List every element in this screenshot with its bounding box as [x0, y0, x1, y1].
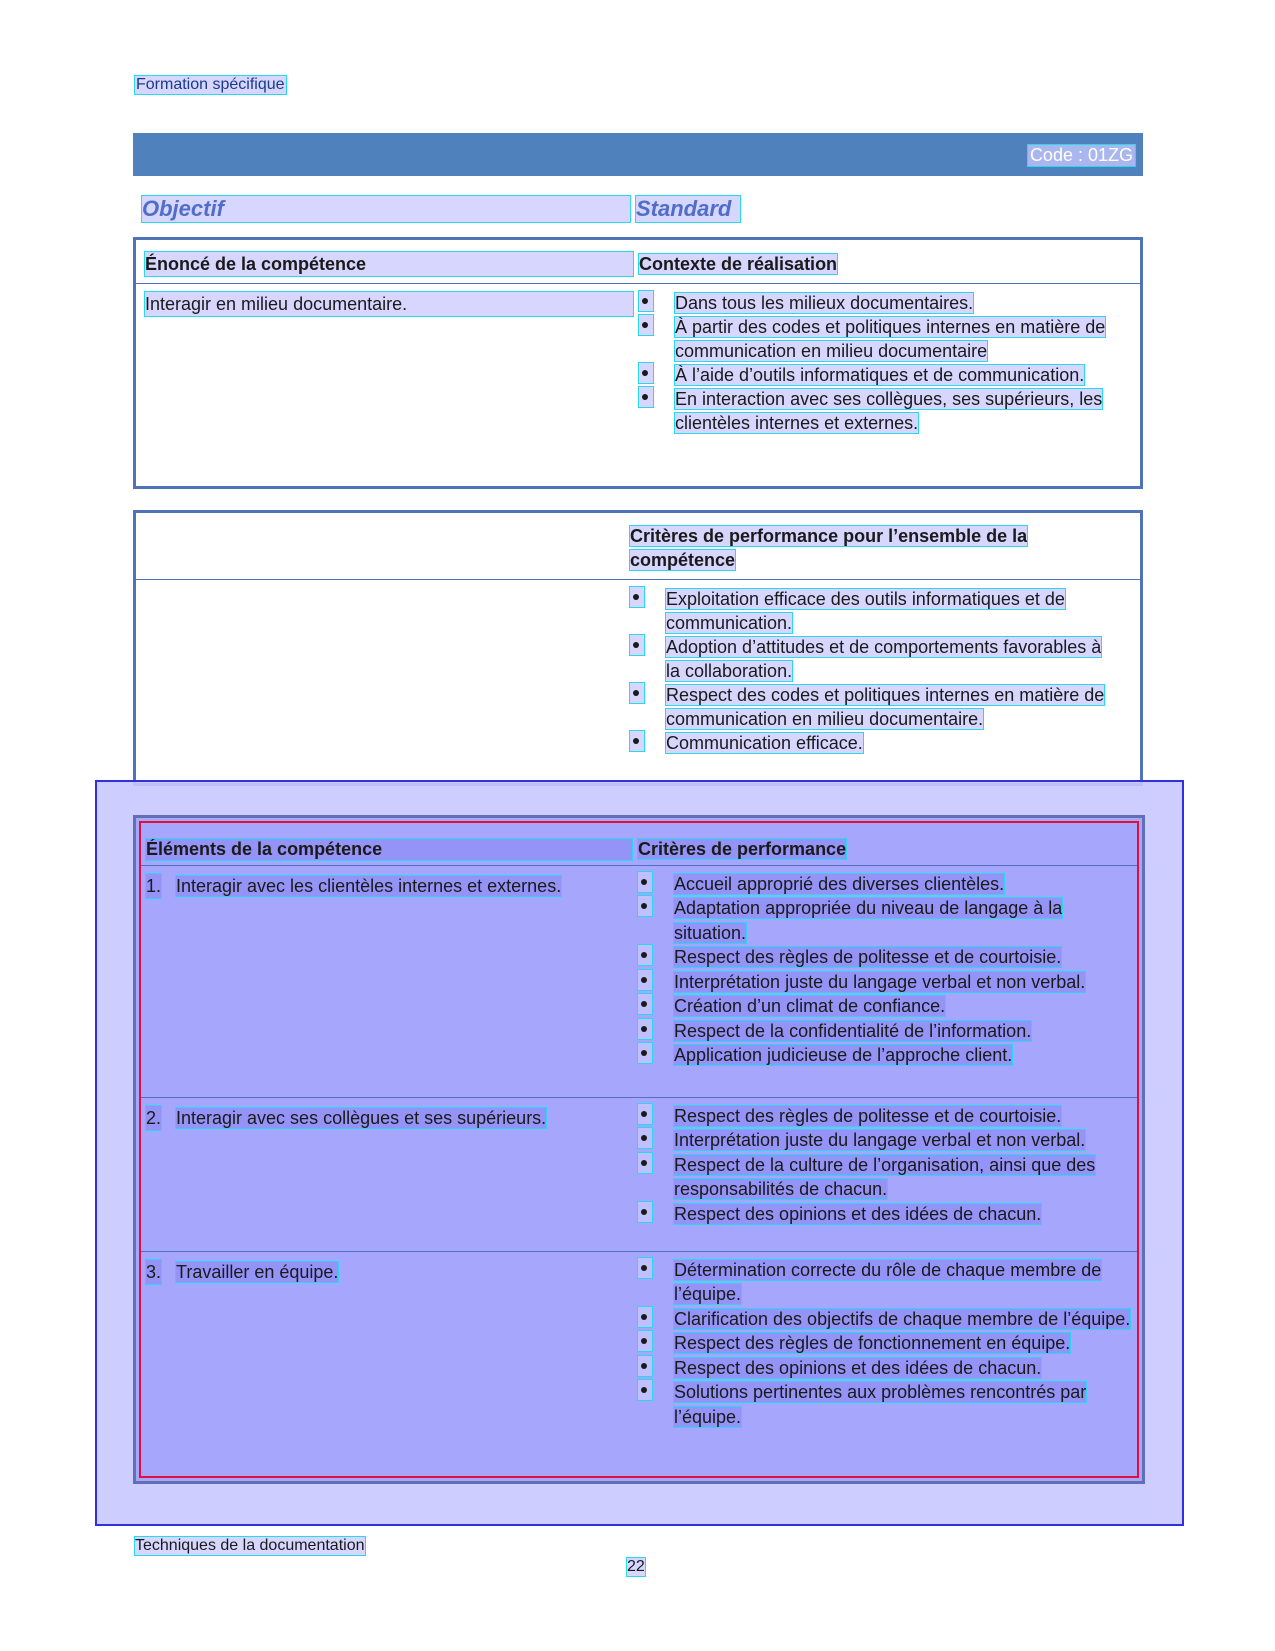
element-label: Interagir avec ses collègues et ses supérieurs.	[176, 1107, 547, 1128]
bullet-icon	[638, 1043, 652, 1063]
elements-table	[133, 815, 1145, 1484]
list-item: Solutions pertinentes aux problèmes rencontrés par l’équipe.	[638, 1380, 1131, 1429]
list-item: Application judicieuse de l’approche client.	[638, 1043, 1131, 1068]
bullet-icon	[638, 1128, 652, 1148]
bullet-icon	[638, 994, 652, 1014]
criteria-list	[638, 872, 1131, 1068]
list-item: Respect des règles de politesse et de courtoisie.	[638, 1104, 1131, 1129]
element-number: 1.	[146, 875, 162, 896]
list-item: Clarification des objectifs de chaque membre de l’équipe.	[638, 1307, 1131, 1332]
list-item: En interaction avec ses collègues, ses supérieurs, les clientèles internes et externes.	[639, 387, 1110, 435]
bullet-icon	[630, 731, 644, 751]
competency-statement: Interagir en milieu documentaire.	[145, 292, 633, 316]
element-label: Travailler en équipe.	[176, 1261, 339, 1282]
footer-program: Techniques de la documentation	[135, 1537, 365, 1554]
bullet-icon	[638, 1153, 652, 1173]
bullet-icon	[630, 587, 644, 607]
list-item: À partir des codes et politiques internes en matière de communication en milieu documentaire	[639, 315, 1110, 363]
list-item: Détermination correcte du rôle de chaque membre de l’équipe.	[638, 1258, 1131, 1307]
list-item: Respect des opinions et des idées de chacun.	[638, 1202, 1131, 1227]
competency-statement-table	[133, 237, 1143, 489]
competency-code: Code : 01ZG	[1029, 145, 1133, 165]
bullet-icon	[630, 683, 644, 703]
global-criteria-list	[630, 587, 1110, 755]
page-number: 22	[627, 1558, 645, 1575]
selection-outline	[139, 821, 1139, 1478]
list-item: Respect des règles de politesse et de courtoisie.	[638, 945, 1131, 970]
element-number: 3.	[146, 1261, 162, 1282]
bullet-icon	[639, 387, 653, 407]
context-header: Contexte de réalisation	[639, 254, 838, 274]
list-item: Interprétation juste du langage verbal et non verbal.	[638, 970, 1131, 995]
list-item: Respect des règles de fonctionnement en équipe.	[638, 1331, 1131, 1356]
bullet-icon	[638, 872, 652, 892]
bullet-icon	[638, 1356, 652, 1376]
bullet-icon	[639, 363, 653, 383]
bullet-icon	[630, 635, 644, 655]
bullet-icon	[638, 1019, 652, 1039]
global-criteria-header: Critères de performance pour l’ensemble de la compétence	[630, 526, 1028, 570]
bullet-icon	[638, 970, 652, 990]
list-item: Communication efficace.	[630, 731, 1110, 755]
standard-heading: Standard	[636, 196, 740, 222]
bullet-icon	[638, 1104, 652, 1124]
bullet-icon	[639, 315, 653, 335]
context-list	[639, 291, 1110, 435]
list-item: Interprétation juste du langage verbal et non verbal.	[638, 1128, 1131, 1153]
criteria-list	[638, 1258, 1131, 1430]
statement-header: Énoncé de la compétence	[145, 252, 633, 276]
running-header: Formation spécifique	[136, 76, 285, 93]
element-label: Interagir avec les clientèles internes et externes.	[176, 875, 562, 896]
list-item: Adaptation appropriée du niveau de langage à la situation.	[638, 896, 1131, 945]
list-item: Création d’un climat de confiance.	[638, 994, 1131, 1019]
bullet-icon	[638, 1258, 652, 1278]
criteria-header: Critères de performance	[638, 839, 847, 860]
element-number: 2.	[146, 1107, 162, 1128]
list-item: À l’aide d’outils informatiques et de communication.	[639, 363, 1110, 387]
bullet-icon	[638, 896, 652, 916]
code-bar	[133, 133, 1143, 176]
elements-header: Éléments de la compétence	[146, 839, 632, 860]
bullet-icon	[638, 1331, 652, 1351]
list-item: Respect de la confidentialité de l’information.	[638, 1019, 1131, 1044]
list-item: Accueil approprié des diverses clientèles.	[638, 872, 1131, 897]
bullet-icon	[639, 291, 653, 311]
criteria-list	[638, 1104, 1131, 1227]
list-item: Respect de la culture de l’organisation, ainsi que des responsabilités de chacun.	[638, 1153, 1131, 1202]
global-criteria-table	[133, 510, 1143, 786]
list-item: Exploitation efficace des outils informatiques et de communication.	[630, 587, 1110, 635]
list-item: Dans tous les milieux documentaires.	[639, 291, 1110, 315]
bullet-icon	[638, 945, 652, 965]
bullet-icon	[638, 1202, 652, 1222]
objectif-heading: Objectif	[142, 196, 630, 222]
bullet-icon	[638, 1380, 652, 1400]
list-item: Respect des codes et politiques internes en matière de communication en milieu documentaire.	[630, 683, 1110, 731]
list-item: Respect des opinions et des idées de chacun.	[638, 1356, 1131, 1381]
bullet-icon	[638, 1307, 652, 1327]
list-item: Adoption d’attitudes et de comportements favorables à la collaboration.	[630, 635, 1110, 683]
